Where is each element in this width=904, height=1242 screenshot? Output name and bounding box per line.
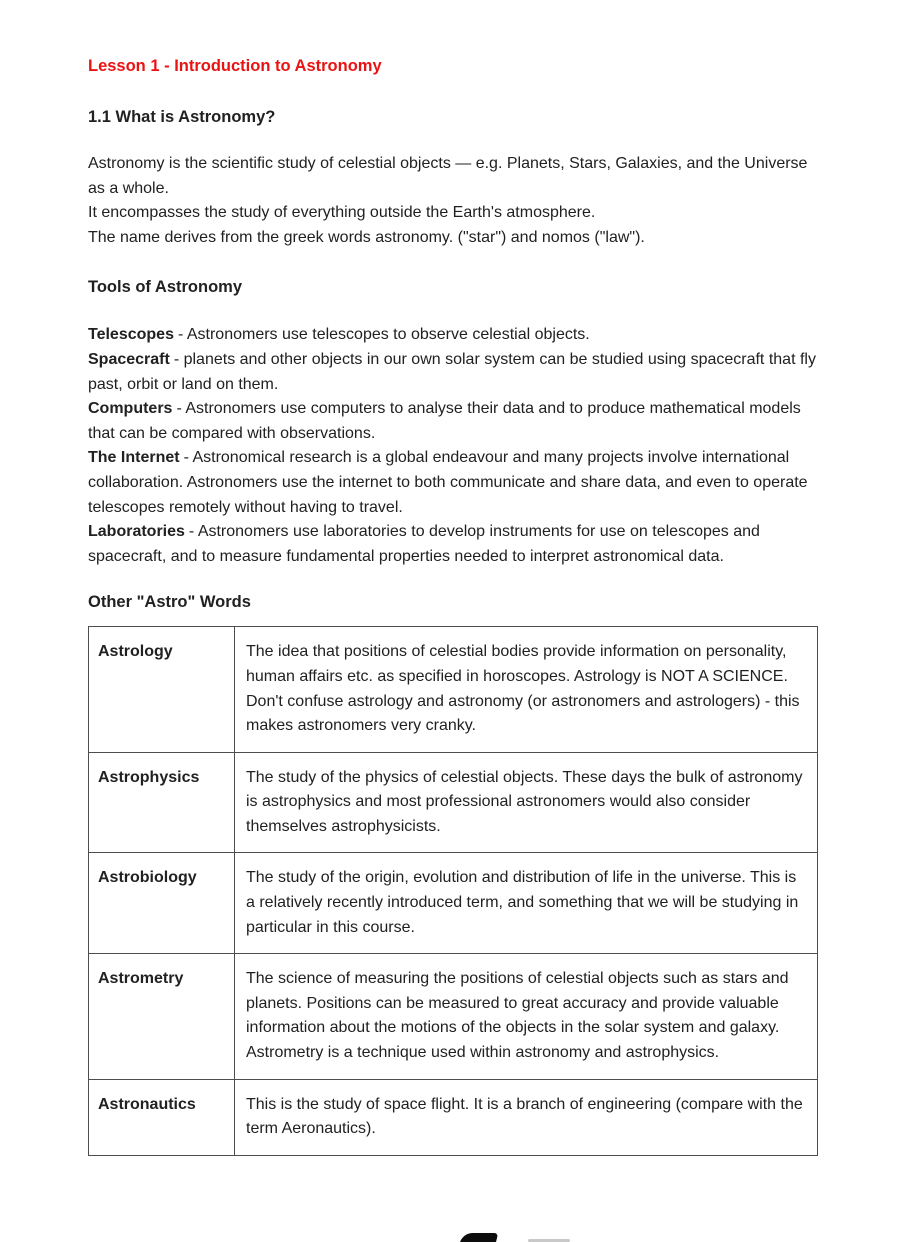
tool-description: - Astronomers use computers to analyse their data and to produce mathematical models that can be compared with observations. [88,400,801,442]
tool-description: - Astronomers use telescopes to observe celestial objects. [177,326,590,344]
tool-entry [88,323,818,348]
astro-term: Astrophysics [89,752,235,853]
table-row [89,853,818,954]
astro-term: Astronautics [89,1079,235,1155]
partial-logo-faint-mark [528,1239,570,1242]
intro-line: It encompasses the study of everything outside the Earth's atmosphere. [88,204,596,222]
tool-description: - planets and other objects in our own solar system can be studied using spacecraft that fly past, orbit or land on them. [88,350,816,393]
intro-line: The name derives from the greek words astronomy. ("star") and nomos ("law"). [88,228,645,246]
tool-term: Telescopes [88,326,174,344]
table-row [89,752,818,853]
tool-entry [88,446,818,520]
astro-definition: The study of the origin, evolution and distribution of life in the universe. This is a relatively recently introduced term, and something that we will be studying in particular in this course. [235,853,818,954]
section-heading: 1.1 What is Astronomy? [88,108,276,126]
table-row [89,1079,818,1155]
astro-term: Astrology [89,627,235,752]
astro-term: Astrobiology [89,853,235,954]
tool-description: - Astronomers use laboratories to develop instruments for use on telescopes and spacecraft, and to measure fundamental properties needed to interpret astronomical data. [88,523,760,565]
astro-words-table [88,626,818,1156]
tools-heading: Tools of Astronomy [88,278,242,297]
partial-logo-shape [460,1233,498,1242]
table-row [89,954,818,1079]
tool-description: - Astronomical research is a global endeavour and many projects involve international collaboration. Astronomers use the internet to both communicate and share data, and even to operate telescopes remotely without having to travel. [88,449,808,516]
table-row [89,627,818,752]
tool-entry [88,348,818,397]
tool-term: Laboratories [88,523,185,541]
astro-words-heading: Other "Astro" Words [88,593,251,612]
tool-term: Computers [88,400,173,418]
tools-paragraph [88,323,818,569]
astro-definition: The science of measuring the positions of celestial objects such as stars and planets. Positions can be measured to great accuracy and provide valuable information about the motions of the objects in the solar system and galaxy. Astrometry is a technique used within astronomy and astrophysics. [235,954,818,1079]
astro-term: Astrometry [89,954,235,1079]
astro-definition: This is the study of space flight. It is a branch of engineering (compare with the term Aeronautics). [235,1079,818,1155]
intro-line: Astronomy is the scientific study of celestial objects — e.g. Planets, Stars, Galaxies, and the Universe as a whole. [88,155,808,197]
astro-definition: The study of the physics of celestial objects. These days the bulk of astronomy is astrophysics and most professional astronomers would also consider themselves astrophysicists. [235,752,818,853]
tool-term: Spacecraft [88,350,170,368]
document-content [88,54,818,1156]
intro-paragraph [88,152,818,250]
tool-term: The Internet [88,449,180,467]
tool-entry [88,397,818,446]
astro-definition: The idea that positions of celestial bodies provide information on personality, human affairs etc. as specified in horoscopes. Astrology is NOT A SCIENCE. Don't confuse astrology and astronomy (or astronomers and astrologers) - this makes astronomers very cranky. [235,627,818,752]
lesson-title: Lesson 1 - Introduction to Astronomy [88,57,382,75]
tool-entry [88,520,818,569]
